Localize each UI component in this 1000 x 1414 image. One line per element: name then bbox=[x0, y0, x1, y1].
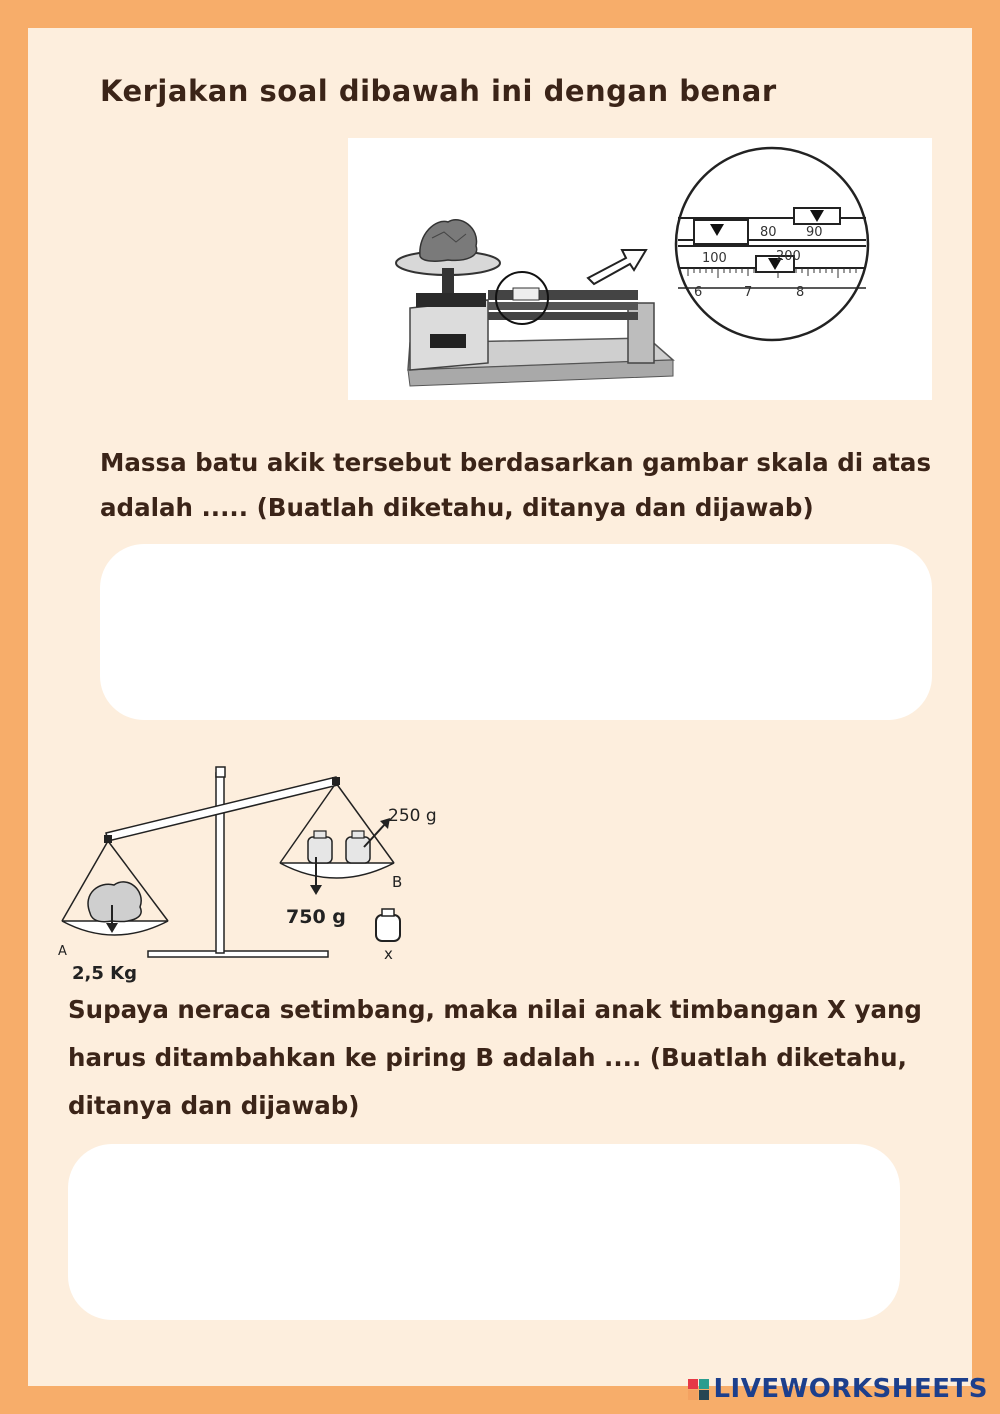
question-1-text: Massa batu akik tersebut berdasarkan gambar skala di atas adalah ..... (Buatlah diketahu, ditanya dan dijawab) bbox=[100, 448, 932, 522]
answer-1-field[interactable] bbox=[100, 544, 932, 720]
scale-label-200: 200 bbox=[776, 249, 801, 264]
label-250g: 250 g bbox=[388, 806, 437, 826]
triple-beam-balance-illustration bbox=[348, 138, 932, 400]
scale-label-100: 100 bbox=[702, 251, 727, 266]
scale-label-90: 90 bbox=[806, 225, 823, 240]
liveworksheets-logo-icon bbox=[688, 1379, 709, 1400]
answer-2-field[interactable] bbox=[68, 1144, 900, 1320]
triple-beam-balance-figure bbox=[348, 138, 932, 400]
label-unknown-x: x bbox=[384, 945, 393, 963]
liveworksheets-brand bbox=[688, 1374, 988, 1404]
label-pan-b: B bbox=[392, 873, 403, 891]
label-rock-mass: 2,5 Kg bbox=[72, 963, 137, 984]
brand-name: LIVEWORKSHEETS bbox=[713, 1374, 988, 1404]
label-750g: 750 g bbox=[286, 906, 346, 928]
scale-label-7: 7 bbox=[744, 285, 753, 300]
equal-arm-balance-illustration bbox=[52, 743, 472, 984]
worksheet-page bbox=[28, 28, 972, 1386]
label-pan-a: A bbox=[58, 944, 67, 959]
page-title: Kerjakan soal dibawah ini dengan benar bbox=[100, 74, 777, 108]
scale-label-6: 6 bbox=[694, 285, 703, 300]
scale-label-8: 8 bbox=[796, 285, 805, 300]
scale-label-80: 80 bbox=[760, 225, 777, 240]
question-2-text: Supaya neraca setimbang, maka nilai anak timbangan X yang harus ditambahkan ke piring B adalah .... (Buatlah diketahu, ditanya dan dijawab) bbox=[68, 995, 922, 1120]
equal-arm-balance-figure bbox=[52, 743, 472, 984]
